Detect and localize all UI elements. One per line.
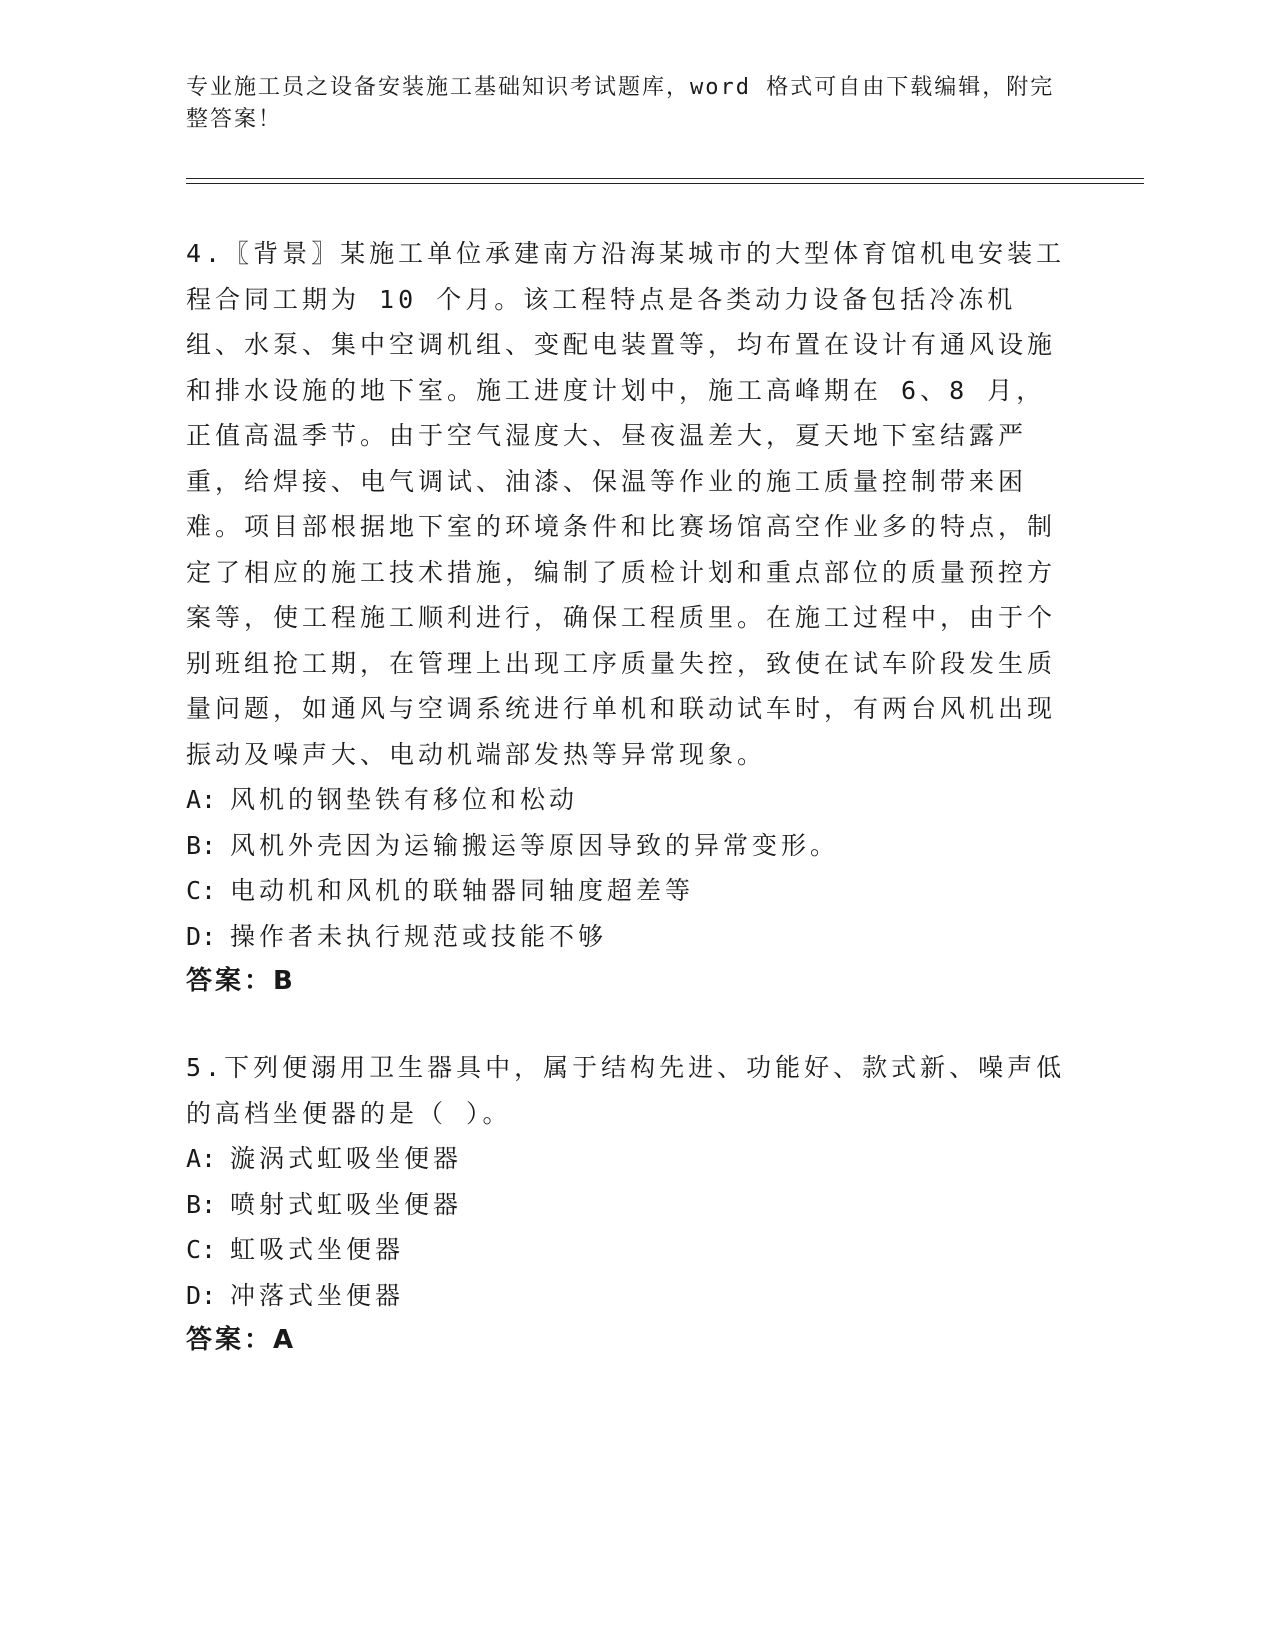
option-label: D: bbox=[186, 1280, 217, 1310]
option-label: B: bbox=[186, 830, 217, 860]
option-label: B: bbox=[186, 1189, 217, 1219]
option-text: 冲落式坐便器 bbox=[230, 1280, 405, 1310]
document-header: 专业施工员之设备安装施工基础知识考试题库，word 格式可自由下载编辑，附完整答案！ bbox=[186, 75, 1055, 132]
option-label: A: bbox=[186, 785, 217, 814]
option-c bbox=[186, 1227, 1066, 1273]
option-c bbox=[186, 868, 1066, 914]
option-b bbox=[186, 1182, 1066, 1228]
option-text: 操作者未执行规范或技能不够 bbox=[230, 921, 608, 951]
option-a bbox=[186, 1136, 1066, 1182]
option-b bbox=[186, 823, 1066, 869]
answer: 答案：B bbox=[186, 966, 296, 996]
option-text: 喷射式虹吸坐便器 bbox=[230, 1189, 463, 1219]
option-label: C: bbox=[186, 1235, 217, 1264]
question-text: 5.下列便溺用卫生器具中，属于结构先进、功能好、款式新、噪声低的高档坐便器的是（ ）。 bbox=[186, 1053, 1066, 1128]
option-text: 电动机和风机的联轴器同轴度超差等 bbox=[230, 876, 695, 905]
option-d bbox=[186, 1273, 1066, 1319]
option-label: C: bbox=[186, 876, 217, 905]
option-d bbox=[186, 914, 1066, 960]
question-5 bbox=[186, 1045, 1066, 1364]
option-text: 风机的钢垫铁有移位和松动 bbox=[230, 785, 579, 814]
option-a bbox=[186, 777, 1066, 823]
option-text: 风机外壳因为运输搬运等原因导致的异常变形。 bbox=[230, 830, 840, 860]
option-label: D: bbox=[186, 921, 217, 951]
question-text: 4.〖背景〗某施工单位承建南方沿海某城市的大型体育馆机电安装工程合同工期为 10 个月。该工程特点是各类动力设备包括冷冻机组、水泵、集中空调机组、变配电装置等，均布置在设计有通风设施和排水设施的地下室。施工进度计划中，施工高峰期在 6、8 月，正值高温季节。由于空气湿度大、昼夜温差大，夏天地下室结露严重，给焊接、电气调试、油漆、保温等作业的施工质量控制带来困难。项目部根据地下室的环境条件和比赛场馆高空作业多的特点，制定了相应的施工技术措施，编制了质检计划和重点部位的质量预控方案等，使工程施工顺利进行，确保工程质里。在施工过程中，由于个别班组抢工期，在管理上出现工序质量失控，致使在试车阶段发生质量问题，如通风与空调系统进行单机和联动试车时，有两台风机出现振动及噪声大、电动机端部发热等异常现象。 bbox=[186, 239, 1066, 769]
option-text: 漩涡式虹吸坐便器 bbox=[230, 1144, 463, 1173]
answer: 答案：A bbox=[186, 1325, 297, 1355]
header-divider-top bbox=[186, 178, 1144, 179]
option-label: A: bbox=[186, 1144, 217, 1173]
option-text: 虹吸式坐便器 bbox=[230, 1235, 405, 1264]
question-4 bbox=[186, 231, 1066, 1005]
header-divider-bottom bbox=[186, 183, 1144, 184]
